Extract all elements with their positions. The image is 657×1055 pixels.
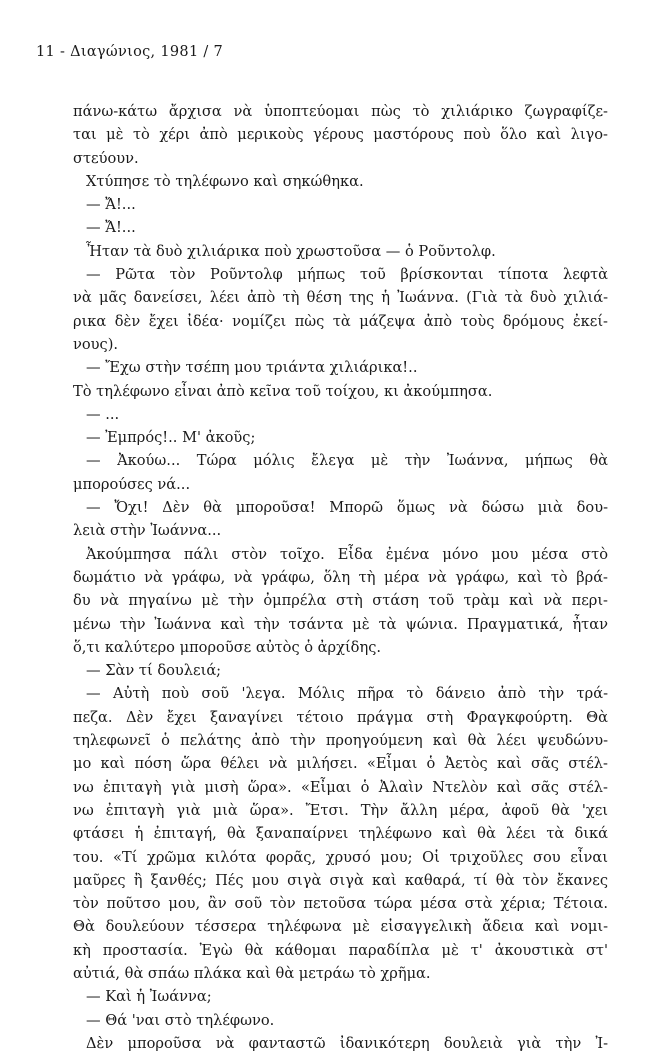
text-line: Τὸ τηλέφωνο εἶναι ἀπὸ κεῖνα τοῦ τοίχου, κι ἀκούμπησα. — [73, 382, 493, 400]
text-line: Ἀκούμπησα πάλι στὸν τοῖχο. Εἶδα ἐμένα μόνο μου μέσα στὸ — [86, 545, 608, 563]
running-head: 11 - Διαγώνιος, 1981 / 7 — [36, 44, 224, 60]
text-line: Θὰ δουλεύουν τέσσερα τηλέφωνα μὲ εἰσαγγελικὴ ἄδεια καὶ νομι- — [73, 918, 608, 936]
text-line: — Ἄ!... — [86, 196, 136, 214]
text-line: δυ νὰ πηγαίνω μὲ τὴν ὀμπρέλα στὴ στάση τοῦ τρὰμ καὶ νὰ περι- — [73, 592, 608, 610]
text-line: πεζα. Δὲν ἔχει ξαναγίνει τέτοιο πράγμα στὴ Φραγκφούρτη. Θὰ — [73, 708, 608, 726]
text-line: νους). — [73, 335, 119, 353]
text-line: του. «Τί χρῶμα κιλότα φορᾶς, χρυσό μου; Οἱ τριχοῦλες σου εἶναι — [73, 848, 608, 866]
text-line: μο καὶ πόση ὥρα θέλει νὰ μιλήσει. «Εἶμαι ὁ Ἀετὸς καὶ σᾶς στέλ- — [73, 755, 608, 773]
text-line: φτάσει ἡ ἐπιταγή, θὰ ξαναπαίρνει τηλέφωνο καὶ θὰ λέει τὰ δικά — [73, 825, 608, 843]
text-line: — ... — [86, 405, 120, 423]
text-line: νὰ μᾶς δανείσει, λέει ἀπὸ τὴ θέση της ἡ Ἰωάννα. (Γιὰ τὰ δυὸ χιλιά- — [73, 289, 608, 307]
text-line: λειὰ στὴν Ἰωάννα... — [73, 522, 222, 540]
text-line: — Ρῶτα τὸν Ροῦντολφ μήπως τοῦ βρίσκονται τίποτα λεφτὰ — [86, 266, 608, 284]
text-line: — Σὰν τί δουλειά; — [86, 662, 222, 680]
text-line: — Ἀκούω... Τώρα μόλις ἔλεγα μὲ τὴν Ἰωάννα, μήπως θὰ — [86, 452, 608, 470]
text-line: νω ἐπιταγὴ γιὰ μιὰ ὥρα». Ἔτσι. Τὴν ἄλλη μέρα, ἀφοῦ θὰ 'χει — [73, 801, 608, 819]
text-line: — Ἐμπρός!.. Μ' ἀκοῦς; — [86, 429, 256, 447]
text-line: Δὲν μποροῦσα νὰ φανταστῶ ἰδανικότερη δουλειὰ γιὰ τὴν Ἰ- — [86, 1034, 608, 1052]
text-line: — Αὐτὴ ποὺ σοῦ 'λεγα. Μόλις πῆρα τὸ δάνειο ἀπὸ τὴν τρά- — [86, 685, 608, 703]
text-line: Χτύπησε τὸ τηλέφωνο καὶ σηκώθηκα. — [86, 172, 364, 190]
text-line: μαῦρες ἢ ξανθές; Πές μου σιγὰ σιγὰ καὶ καθαρά, τί θὰ τὸν ἔκανες — [73, 871, 608, 889]
text-line: αὐτιά, θὰ σπάω πλάκα καὶ θὰ μετράω τὸ χρῆμα. — [73, 964, 431, 982]
text-line: τηλεφωνεῖ ὁ πελάτης ἀπὸ τὴν προηγούμενη καὶ θὰ λέει ψευδώνυ- — [73, 732, 608, 750]
text-line: μπορούσες νά... — [73, 475, 191, 493]
text-line: στεύουν. — [73, 149, 139, 167]
text-line: — Θά 'ναι στὸ τηλέφωνο. — [86, 1011, 275, 1029]
text-line: κὴ προστασία. Ἐγὼ θὰ κάθομαι παραδίπλα μὲ τ' ἀκουστικὰ στ' — [73, 941, 608, 959]
text-line: μένω τὴν Ἰωάννα καὶ τὴν τσάντα μὲ τὰ ψώνια. Πραγματικά, ἦταν — [73, 615, 608, 633]
text-line: — Ὄχι! Δὲν θὰ μποροῦσα! Μπορῶ ὅμως νὰ δώσω μιὰ δου- — [86, 499, 608, 517]
text-line: — Ἔχω στὴν τσέπη μου τριάντα χιλιάρικα!.. — [86, 359, 418, 377]
text-line: ται μὲ τὸ χέρι ἀπὸ μερικοὺς γέρους μαστόρους ποὺ ὅλο καὶ λιγο- — [73, 126, 608, 144]
text-line: δωμάτιο νὰ γράφω, νὰ γράφω, ὅλη τὴ μέρα νὰ γράφω, καὶ τὸ βρά- — [73, 568, 608, 586]
text-line: — Καὶ ἡ Ἰωάννα; — [86, 988, 212, 1006]
text-line: ρικα δὲν ἔχει ἰδέα· νομίζει πὼς τὰ μάζεψα ἀπὸ τοὺς δρόμους ἐκεί- — [73, 312, 608, 330]
text-line: νω ἐπιταγὴ γιὰ μισὴ ὥρα». «Εἶμαι ὁ Ἀλαὶν Ντελὸν καὶ σᾶς στέλ- — [73, 778, 608, 796]
body-text — [73, 100, 608, 1055]
text-line: ὅ,τι καλύτερο μποροῦσε αὐτὸς ὁ ἀρχίδης. — [73, 638, 382, 656]
text-line: — Ἄ!... — [86, 219, 136, 237]
text-line: Ἦταν τὰ δυὸ χιλιάρικα ποὺ χρωστοῦσα — ὁ Ροῦντολφ. — [86, 242, 496, 260]
text-line: πάνω-κάτω ἄρχισα νὰ ὑποπτεύομαι πὼς τὸ χιλιάρικο ζωγραφίζε- — [73, 103, 608, 120]
text-line: τὸν ποῦτσο μου, ἂν σοῦ τὸν πετοῦσα τώρα μέσα στὰ χέρια; Τέτοια. — [73, 895, 608, 913]
